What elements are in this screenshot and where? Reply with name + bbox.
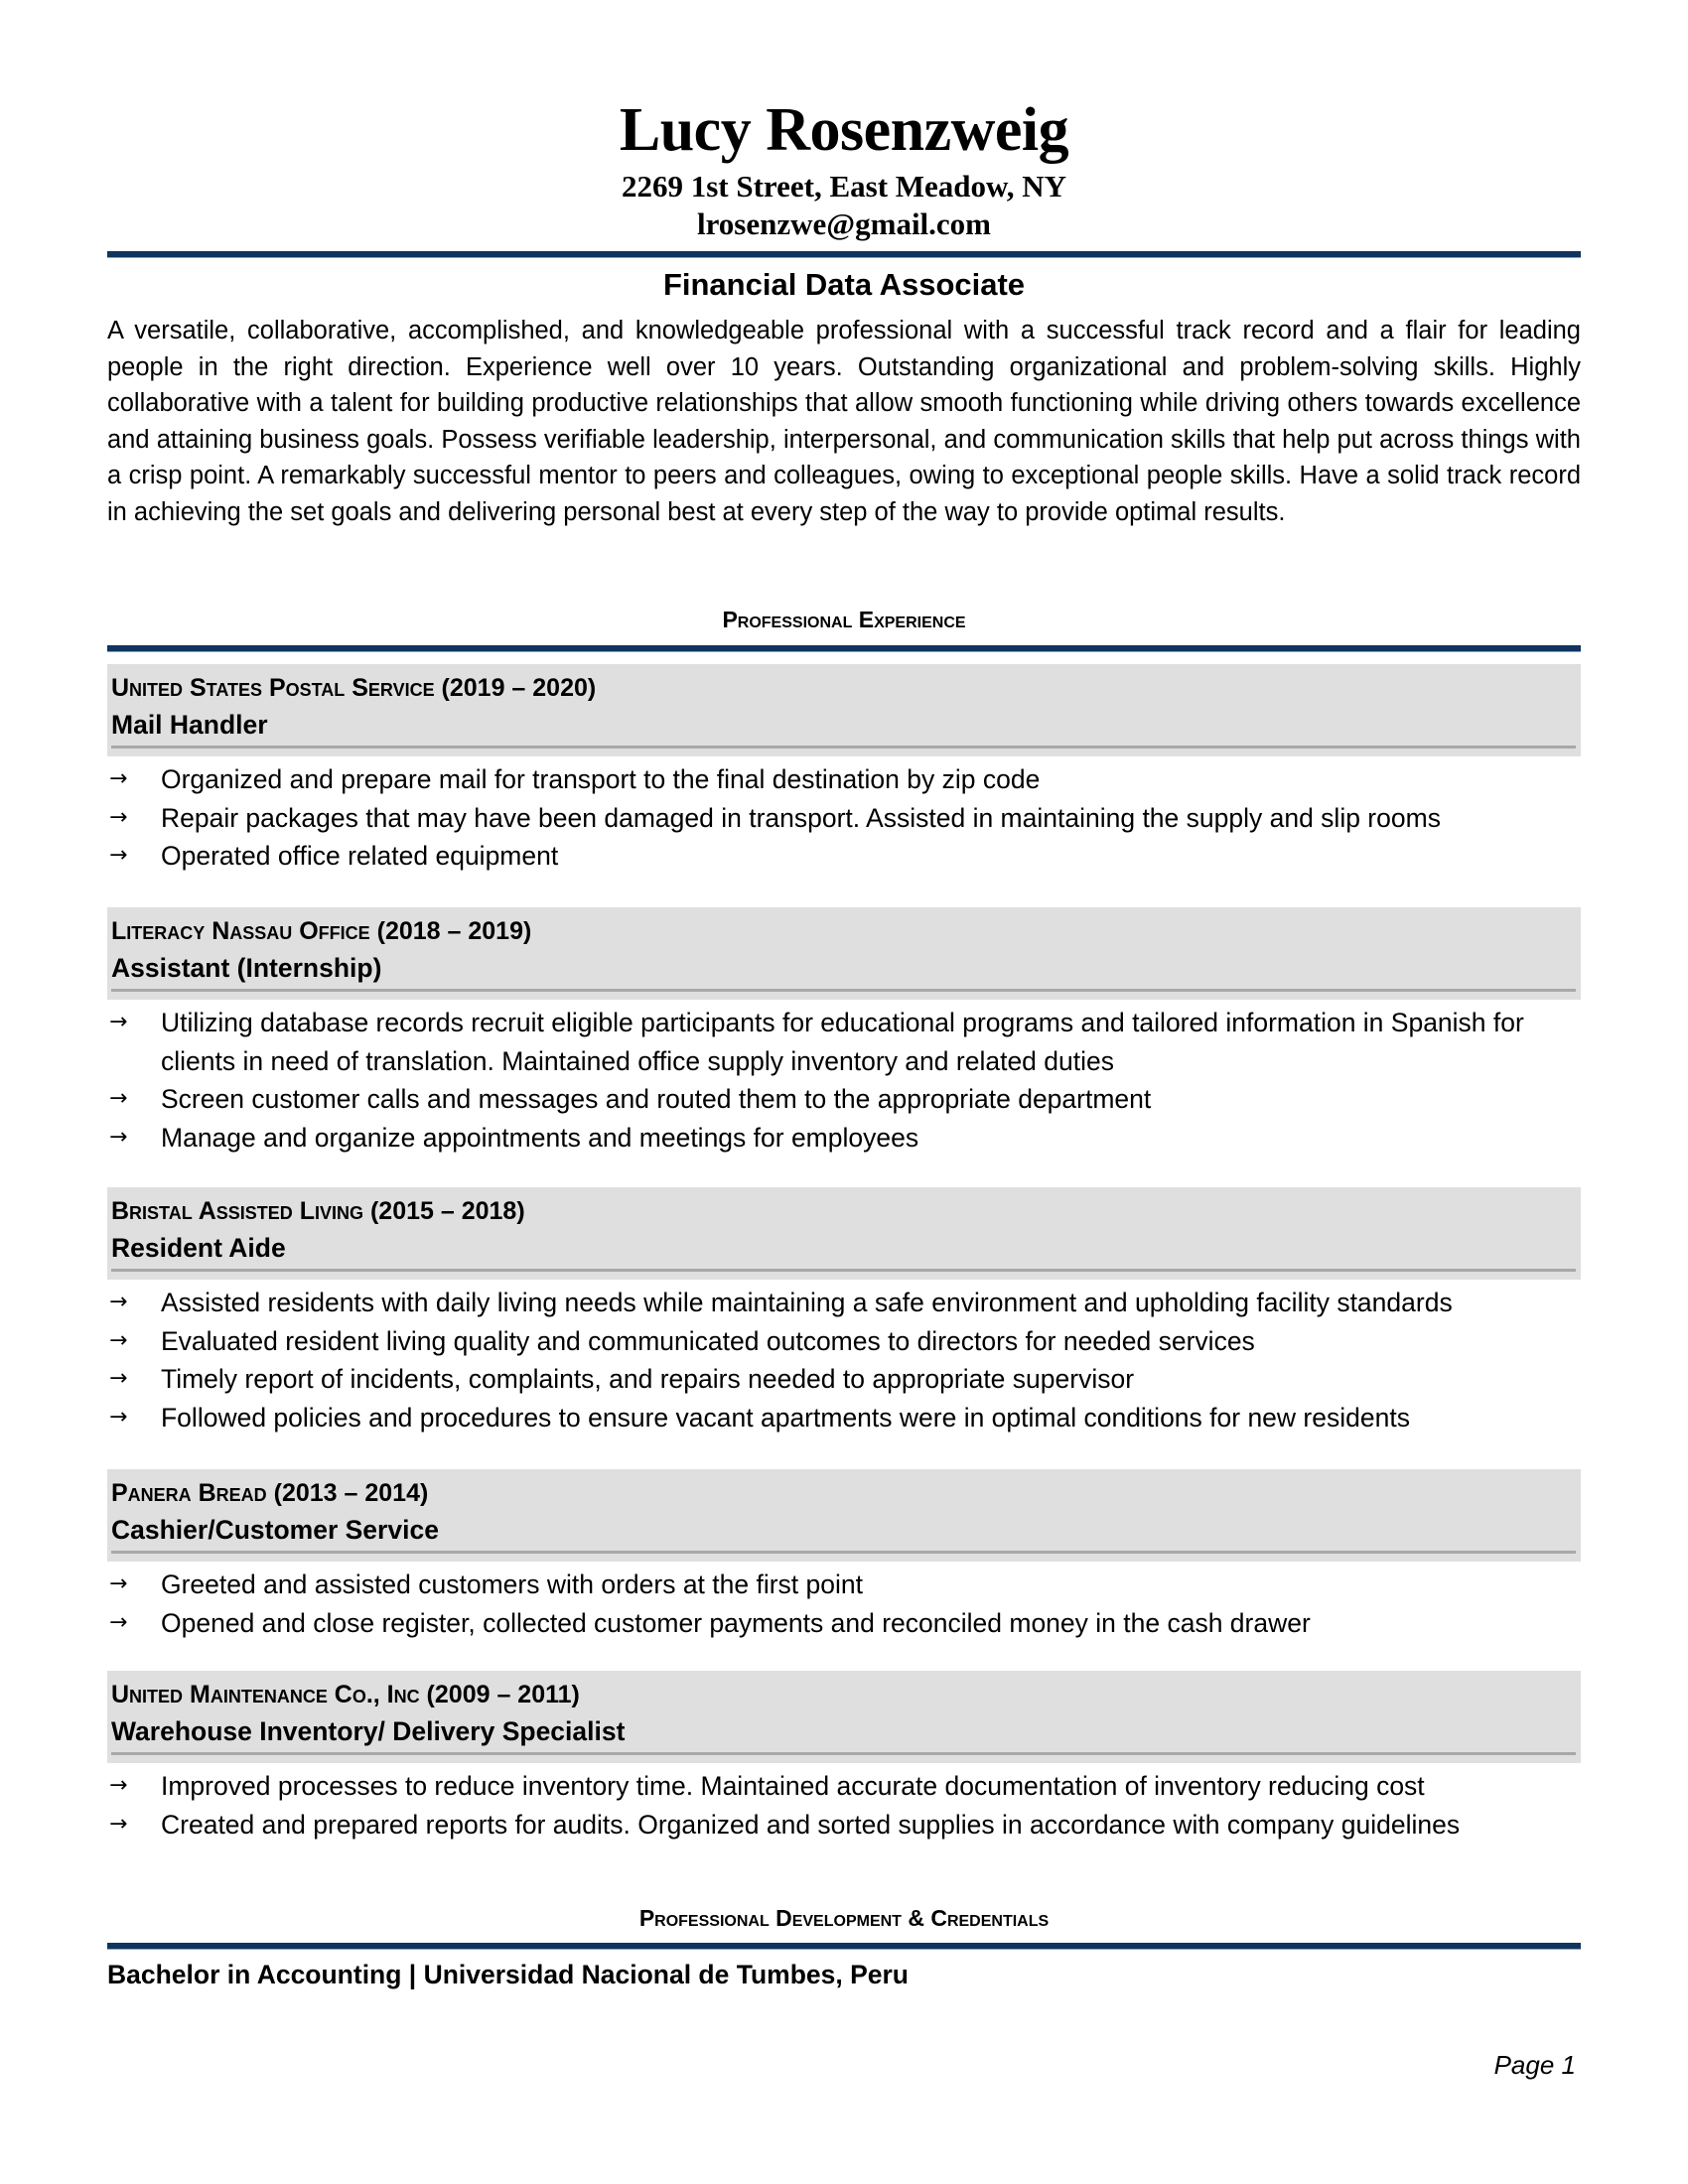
job-company: Bristal Assisted Living (2015 – 2018): [111, 1197, 525, 1225]
arrow-right-icon: →: [109, 1404, 128, 1430]
arrow-right-icon: →: [109, 1290, 128, 1314]
list-item: → Evaluated resident living quality and communicated outcomes to directors for needed services: [107, 1322, 1581, 1361]
experience-divider: [107, 645, 1581, 652]
job-bullets: [107, 1566, 1581, 1642]
job-header: [107, 1671, 1581, 1763]
list-item: → Created and prepared reports for audits. Organized and sorted supplies in accordance with company guidelines: [107, 1806, 1581, 1844]
list-item: → Followed policies and procedures to ensure vacant apartments were in optimal conditions for new residents: [107, 1399, 1581, 1437]
job-company: Panera Bread (2013 – 2014): [111, 1479, 429, 1507]
arrow-right-icon: →: [109, 1811, 128, 1837]
job-entry: [107, 1187, 1581, 1436]
credentials-divider: [107, 1943, 1581, 1950]
job-header-rule: [111, 989, 1576, 992]
summary-paragraph: A versatile, collaborative, accomplished, and knowledgeable professional with a successful track record and a flair for leading people in the right direction. Experience well over 10 years. Outstanding organizational and problem-solving skills. Highly collaborative with a talent for building productive relationships that allow smooth functioning while driving others towards excellence and attaining business goals. Possess verifiable leadership, interpersonal, and communication skills that help put across things with a crisp point. A remarkably successful mentor to peers and colleagues, owing to exceptional people skills. Have a solid track record in achieving the set goals and delivering personal best at every step of the way to provide optimal results.: [107, 317, 1581, 526]
arrow-right-icon: →: [109, 1124, 128, 1150]
arrow-right-icon: →: [109, 1609, 128, 1635]
job-entry: [107, 1469, 1581, 1642]
candidate-email[interactable]: lrosenzwe@gmail.com: [697, 206, 991, 241]
list-item: → Assisted residents with daily living needs while maintaining a safe environment and upholding facility standards: [107, 1284, 1581, 1322]
arrow-right-icon: →: [109, 1571, 128, 1596]
section-heading-credentials: Professional Development & Credentials: [638, 1905, 1050, 1931]
job-company: United States Postal Service (2019 – 2020): [111, 674, 597, 702]
education-entry: Bachelor in Accounting | Universidad Nacional de Tumbes, Peru: [107, 1960, 909, 1989]
job-entry: [107, 1671, 1581, 1843]
job-title: Resident Aide: [111, 1233, 286, 1263]
header-divider: [107, 251, 1581, 258]
job-title: Warehouse Inventory/ Delivery Specialist: [111, 1716, 626, 1746]
job-company: Literacy Nassau Office (2018 – 2019): [111, 917, 532, 945]
arrow-right-icon: →: [109, 843, 128, 869]
candidate-name: Lucy Rosenzweig: [619, 96, 1069, 164]
job-title: Assistant (Internship): [111, 953, 382, 983]
list-item: → Utilizing database records recruit eligible participants for educational programs and tailored information in Spanish for clients in need of translation. Maintained office supply inventory and related duties: [107, 1004, 1581, 1080]
job-header-rule: [111, 1551, 1576, 1554]
job-header: [107, 1469, 1581, 1562]
job-header: [107, 907, 1581, 1000]
page-content: [107, 0, 1581, 2184]
job-title: Cashier/Customer Service: [111, 1515, 439, 1545]
candidate-address: 2269 1st Street, East Meadow, NY: [621, 169, 1067, 204]
arrow-right-icon: →: [109, 1366, 128, 1392]
job-header-rule: [111, 1269, 1576, 1272]
job-header: [107, 1187, 1581, 1280]
section-heading-experience: Professional Experience: [722, 607, 966, 632]
arrow-right-icon: →: [109, 1086, 128, 1112]
job-entry: [107, 907, 1581, 1157]
job-header: [107, 664, 1581, 756]
arrow-right-icon: →: [109, 804, 128, 830]
job-bullets: [107, 1004, 1581, 1157]
arrow-right-icon: →: [109, 766, 128, 791]
job-header-rule: [111, 746, 1576, 749]
list-item: → Organized and prepare mail for transport to the final destination by zip code: [107, 760, 1581, 799]
arrow-right-icon: →: [109, 1773, 128, 1798]
list-item: → Operated office related equipment: [107, 837, 1581, 876]
job-bullets: [107, 1284, 1581, 1436]
job-bullets: [107, 760, 1581, 876]
job-bullets: [107, 1767, 1581, 1843]
job-header-rule: [111, 1752, 1576, 1755]
job-entry: [107, 664, 1581, 876]
list-item: → Repair packages that may have been damaged in transport. Assisted in maintaining the supply and slip rooms: [107, 799, 1581, 838]
job-company: United Maintenance Co., Inc (2009 – 2011): [111, 1681, 580, 1708]
page-number: Page 1: [1493, 2050, 1576, 2080]
list-item: → Screen customer calls and messages and routed them to the appropriate department: [107, 1080, 1581, 1119]
list-item: → Improved processes to reduce inventory time. Maintained accurate documentation of inventory reducing cost: [107, 1767, 1581, 1806]
arrow-right-icon: →: [109, 1010, 128, 1034]
arrow-right-icon: →: [109, 1327, 128, 1353]
list-item: → Timely report of incidents, complaints, and repairs needed to appropriate supervisor: [107, 1360, 1581, 1399]
list-item: → Opened and close register, collected customer payments and reconciled money in the cash drawer: [107, 1604, 1581, 1643]
job-title: Mail Handler: [111, 710, 268, 740]
list-item: → Greeted and assisted customers with orders at the first point: [107, 1566, 1581, 1604]
list-item: → Manage and organize appointments and meetings for employees: [107, 1119, 1581, 1158]
professional-headline: Financial Data Associate: [662, 267, 1026, 302]
